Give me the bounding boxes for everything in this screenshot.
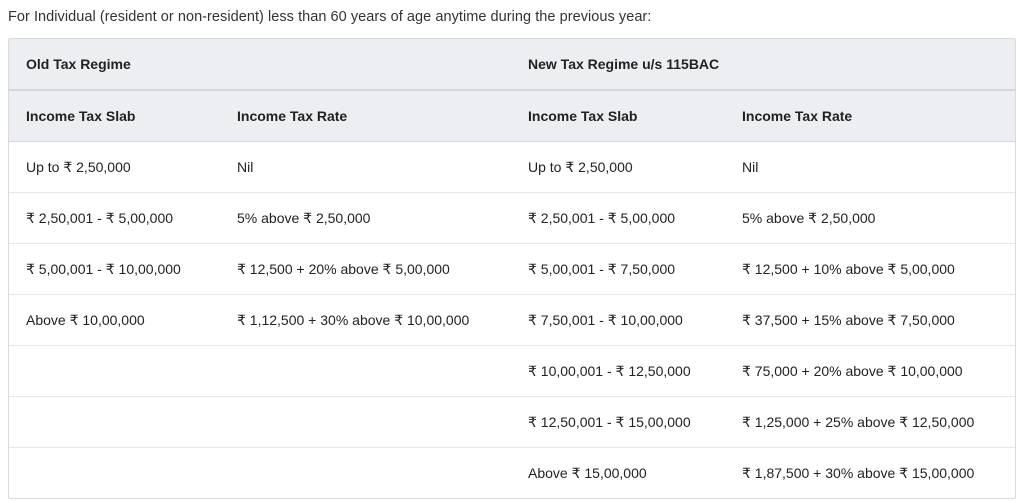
table-row	[9, 142, 1015, 193]
old-slab-cell	[9, 448, 220, 499]
tax-table	[9, 39, 1015, 498]
old-slab-cell	[9, 397, 220, 448]
old-rate-cell: ₹ 1,12,500 + 30% above ₹ 10,00,000	[220, 295, 511, 346]
table-row	[9, 448, 1015, 499]
old-slab-cell: Above ₹ 10,00,000	[9, 295, 220, 346]
old-slab-cell: ₹ 5,00,001 - ₹ 10,00,000	[9, 244, 220, 295]
new-slab-cell: ₹ 5,00,001 - ₹ 7,50,000	[511, 244, 725, 295]
old-slab-cell: Up to ₹ 2,50,000	[9, 142, 220, 193]
old-rate-cell	[220, 346, 511, 397]
old-rate-cell	[220, 397, 511, 448]
new-slab-cell: Above ₹ 15,00,000	[528, 464, 647, 481]
old-slab-header: Income Tax Slab	[9, 90, 220, 142]
old-regime-header: Old Tax Regime	[9, 39, 511, 90]
new-rate-cell: ₹ 12,500 + 10% above ₹ 5,00,000	[725, 244, 1015, 295]
table-row	[9, 346, 1015, 397]
table-row	[9, 193, 1015, 244]
old-rate-cell: Nil	[220, 142, 511, 193]
old-slab-cell	[9, 346, 220, 397]
table-row	[9, 244, 1015, 295]
new-rate-cell: ₹ 37,500 + 15% above ₹ 7,50,000	[725, 295, 1015, 346]
old-rate-cell	[220, 448, 511, 499]
column-header-row	[9, 90, 1015, 142]
old-rate-cell: 5% above ₹ 2,50,000	[220, 193, 511, 244]
old-rate-cell: ₹ 12,500 + 20% above ₹ 5,00,000	[220, 244, 511, 295]
tax-slab-table	[8, 38, 1016, 499]
new-rate-cell: ₹ 75,000 + 20% above ₹ 10,00,000	[725, 346, 1015, 397]
new-rate-header: Income Tax Rate	[725, 90, 1015, 142]
new-rate-cell: ₹ 1,25,000 + 25% above ₹ 12,50,000	[725, 397, 1015, 448]
new-slab-cell: ₹ 2,50,001 - ₹ 5,00,000	[511, 193, 725, 244]
new-slab-cell: Up to ₹ 2,50,000	[511, 142, 725, 193]
new-regime-header: New Tax Regime u/s 115BAC	[511, 39, 1015, 90]
old-rate-header: Income Tax Rate	[220, 90, 511, 142]
table-row	[9, 295, 1015, 346]
group-header-row	[9, 39, 1015, 90]
new-slab-cell: ₹ 10,00,001 - ₹ 12,50,000	[511, 346, 725, 397]
new-slab-header: Income Tax Slab	[511, 90, 725, 142]
new-slab-cell: ₹ 12,50,001 - ₹ 15,00,000	[511, 397, 725, 448]
old-slab-cell: ₹ 2,50,001 - ₹ 5,00,000	[9, 193, 220, 244]
new-rate-cell: 5% above ₹ 2,50,000	[725, 193, 1015, 244]
intro-text: For Individual (resident or non-resident) less than 60 years of age anytime during the previous year:	[8, 9, 652, 25]
table-row	[9, 397, 1015, 448]
new-rate-cell: Nil	[725, 142, 1015, 193]
new-slab-cell: ₹ 7,50,001 - ₹ 10,00,000	[511, 295, 725, 346]
new-rate-cell: ₹ 1,87,500 + 30% above ₹ 15,00,000	[742, 464, 975, 481]
